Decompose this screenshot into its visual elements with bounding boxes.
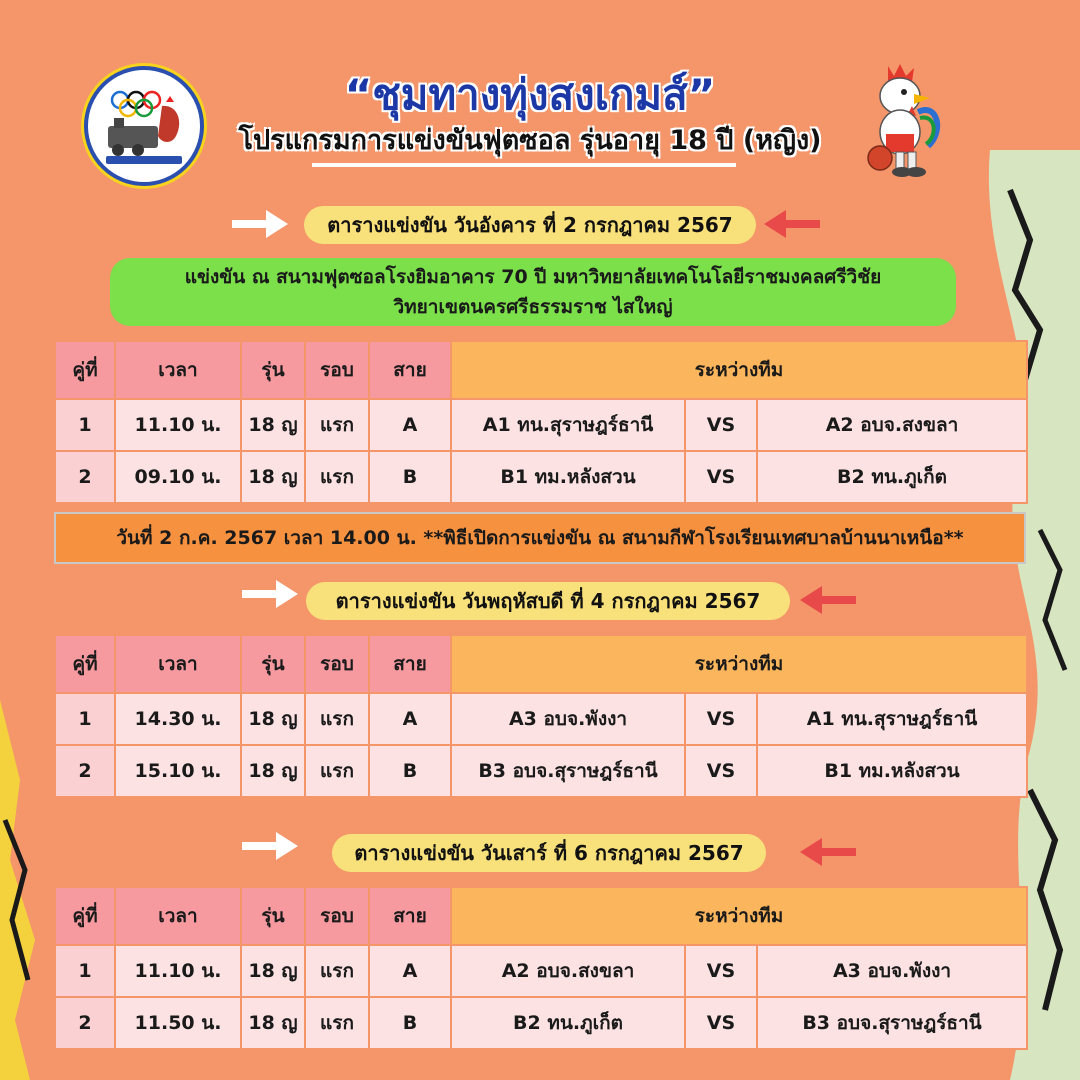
col-header-group: สาย (369, 887, 451, 945)
col-header-class: รุ่น (241, 887, 305, 945)
day3-heading: ตารางแข่งขัน วันเสาร์ ที่ 6 กรกฎาคม 2567 (332, 834, 766, 872)
match-class: 18 ญ (241, 945, 305, 997)
match-time: 15.10 น. (115, 745, 241, 797)
col-header-pair: คู่ที่ (55, 635, 115, 693)
team-home: B1 ทม.หลังสวน (451, 451, 685, 503)
team-home: B3 อบจ.สุราษฎร์ธานี (451, 745, 685, 797)
table-header-row (55, 635, 1027, 693)
arrow-right-white-icon (242, 576, 298, 612)
vs-label: VS (685, 945, 757, 997)
team-away: A2 อบจ.สงขลา (757, 399, 1027, 451)
schedule-table-day3 (54, 886, 1028, 1050)
match-number: 1 (55, 399, 115, 451)
vs-label: VS (685, 399, 757, 451)
team-home: A1 ทน.สุราษฎร์ธานี (451, 399, 685, 451)
venue-line-1: แข่งขัน ณ สนามฟุตซอลโรงยิมอาคาร 70 ปี มหาวิทยาลัยเทคโนโลยีราชมงคลศรีวิชัย (184, 266, 882, 288)
match-group: B (369, 997, 451, 1049)
col-header-round: รอบ (305, 635, 369, 693)
event-title: “ชุมทางทุ่งสงเกมส์” (344, 70, 716, 119)
match-round: แรก (305, 997, 369, 1049)
venue-banner (110, 258, 956, 326)
table-row (55, 945, 1027, 997)
team-home: A2 อบจ.สงขลา (451, 945, 685, 997)
day2-heading: ตารางแข่งขัน วันพฤหัสบดี ที่ 4 กรกฎาคม 2567 (306, 582, 790, 620)
match-number: 2 (55, 451, 115, 503)
table-header-row (55, 887, 1027, 945)
schedule-table-day2 (54, 634, 1028, 798)
venue-line-2: วิทยาเขตนครศรีธรรมราช ไสใหญ่ (393, 296, 673, 318)
table-row (55, 997, 1027, 1049)
match-round: แรก (305, 745, 369, 797)
col-header-class: รุ่น (241, 341, 305, 399)
schedule-table-day1 (54, 340, 1028, 504)
arrow-right-white-icon (242, 828, 298, 864)
table-row (55, 399, 1027, 451)
games-logo-icon (96, 86, 192, 166)
match-group: A (369, 399, 451, 451)
match-round: แรก (305, 399, 369, 451)
match-number: 2 (55, 745, 115, 797)
match-group: A (369, 945, 451, 997)
col-header-time: เวลา (115, 887, 241, 945)
decorative-splash-left (0, 700, 60, 1080)
vs-label: VS (685, 745, 757, 797)
match-group: B (369, 745, 451, 797)
day1-heading: ตารางแข่งขัน วันอังคาร ที่ 2 กรกฎาคม 2567 (304, 206, 756, 244)
match-class: 18 ญ (241, 399, 305, 451)
col-header-teams: ระหว่างทีม (451, 887, 1027, 945)
team-away: B2 ทน.ภูเก็ต (757, 451, 1027, 503)
program-subtitle: โปรแกรมการแข่งขันฟุตซอล รุ่นอายุ 18 ปี (หญิง) (238, 125, 822, 156)
col-header-time: เวลา (115, 635, 241, 693)
col-header-round: รอบ (305, 887, 369, 945)
vs-label: VS (685, 451, 757, 503)
team-away: B3 อบจ.สุราษฎร์ธานี (757, 997, 1027, 1049)
team-away: A3 อบจ.พังงา (757, 945, 1027, 997)
opening-ceremony-notice: วันที่ 2 ก.ค. 2567 เวลา 14.00 น. **พิธีเปิดการแข่งขัน ณ สนามกีฬาโรงเรียนเทศบาลบ้านนาเหนือ** (54, 512, 1026, 564)
table-row (55, 451, 1027, 503)
match-round: แรก (305, 451, 369, 503)
arrow-right-white-icon (232, 206, 288, 242)
match-group: A (369, 693, 451, 745)
match-class: 18 ญ (241, 451, 305, 503)
title-underline (312, 163, 736, 167)
arrow-left-red-icon (800, 834, 856, 870)
arrow-left-red-icon (764, 206, 820, 242)
match-time: 11.10 น. (115, 399, 241, 451)
match-time: 14.30 น. (115, 693, 241, 745)
team-away: B1 ทม.หลังสวน (757, 745, 1027, 797)
col-header-teams: ระหว่างทีม (451, 635, 1027, 693)
rooster-mascot-icon (858, 62, 948, 178)
vs-label: VS (685, 997, 757, 1049)
vs-label: VS (685, 693, 757, 745)
team-away: A1 ทน.สุราษฎร์ธานี (757, 693, 1027, 745)
match-round: แรก (305, 945, 369, 997)
team-home: A3 อบจ.พังงา (451, 693, 685, 745)
table-row (55, 745, 1027, 797)
col-header-class: รุ่น (241, 635, 305, 693)
match-number: 1 (55, 945, 115, 997)
arrow-left-red-icon (800, 582, 856, 618)
col-header-group: สาย (369, 341, 451, 399)
col-header-time: เวลา (115, 341, 241, 399)
match-number: 1 (55, 693, 115, 745)
match-time: 11.50 น. (115, 997, 241, 1049)
event-logo (84, 66, 204, 186)
col-header-round: รอบ (305, 341, 369, 399)
team-home: B2 ทน.ภูเก็ต (451, 997, 685, 1049)
match-class: 18 ญ (241, 745, 305, 797)
col-header-group: สาย (369, 635, 451, 693)
match-number: 2 (55, 997, 115, 1049)
col-header-pair: คู่ที่ (55, 887, 115, 945)
table-row (55, 693, 1027, 745)
col-header-pair: คู่ที่ (55, 341, 115, 399)
table-header-row (55, 341, 1027, 399)
match-time: 11.10 น. (115, 945, 241, 997)
match-time: 09.10 น. (115, 451, 241, 503)
match-class: 18 ญ (241, 997, 305, 1049)
match-class: 18 ญ (241, 693, 305, 745)
col-header-teams: ระหว่างทีม (451, 341, 1027, 399)
match-group: B (369, 451, 451, 503)
match-round: แรก (305, 693, 369, 745)
